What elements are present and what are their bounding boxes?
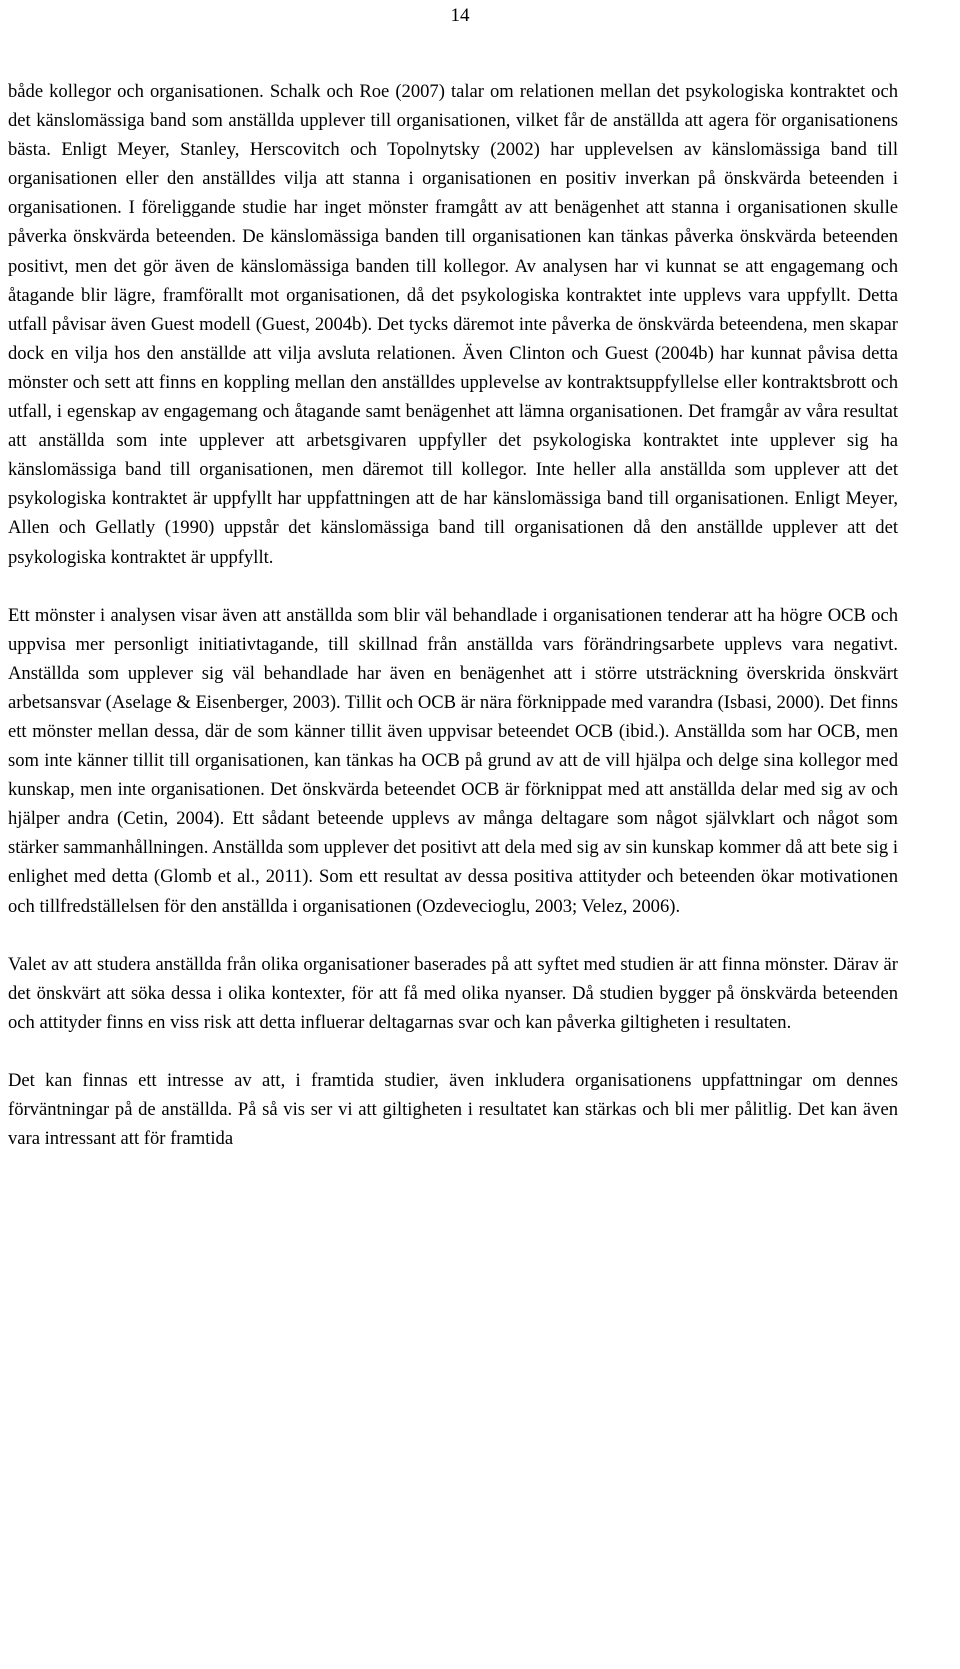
paragraph-4: Det kan finnas ett intresse av att, i framtida studier, även inkludera organisationens uppfattningar om dennes förväntningar på de anställda. På så vis ser vi att giltigheten i resultatet kan stärkas och bli mer pålitlig. Det kan även vara intressant att för framtida <box>8 1069 898 1150</box>
body-text <box>8 77 898 1153</box>
paragraph-3: Valet av att studera anställda från olika organisationer baserades på att syftet med studien är att finna mönster. Därav är det önskvärt att söka dessa i olika kontexter, för att få med olika nyanser. Då studien bygger på önskvärda beteenden och attityder finns en viss risk att detta influerar deltagarnas svar och kan påverka giltigheten i resultaten. <box>8 953 898 1033</box>
paragraph-2: Ett mönster i analysen visar även att anställda som blir väl behandlade i organisationen tenderar att ha högre OCB och uppvisa mer personligt initiativtagande, till skillnad från anställda vars förändringsarbete upplevs vara negativt. Anställda som upplever sig väl behandlade har även en benägenhet att i större utsträckning överskrida önskvärt arbetsansvar (Aselage & Eisenberger, 2003). Tillit och OCB är nära förknippade med varandra (Isbasi, 2000). Det finns ett mönster mellan dessa, där de som känner tillit även uppvisar beteendet OCB (ibid.). Anställda som har OCB, men som inte känner tillit till organisationen, kan tänkas ha OCB på grund av att de vill hjälpa och delge sina kollegor med kunskap, men inte organisationen. Det önskvärda beteendet OCB är förknippat med att anställda delar med sig av och hjälper andra (Cetin, 2004). Ett sådant beteende upplevs av många deltagare som något självklart och något som stärker sammanhållningen. Anställda som upplever det positivt att dela med sig av sin kunskap kommer då att bete sig i enlighet med detta (Glomb et al., 2011). Som ett resultat av dessa positiva attityder och beteenden ökar motivationen och tillfredställelsen för den anställda i organisationen (Ozdevecioglu, 2003; Velez, 2006). <box>8 604 898 917</box>
paragraph-1: både kollegor och organisationen. Schalk och Roe (2007) talar om relationen mellan det psykologiska kontraktet och det känslomässiga band som anställda upplever till organisationen, vilket får de anställda att agera för organisationens bästa. Enligt Meyer, Stanley, Herscovitch och Topolnytsky (2002) har upplevelsen av känslomässiga band till organisationen eller den anställdes vilja att stanna i organisationen en positiv inverkan på önskvärda beteenden i organisationen. I föreliggande studie har inget mönster framgått av att benägenhet att stanna i organisationen skulle påverka önskvärda beteenden. De känslomässiga banden till organisationen kan tänkas påverka önskvärda beteenden positivt, men det gör även de känslomässiga banden till kollegor. Av analysen har vi kunnat se att engagemang och åtagande blir lägre, framförallt mot organisationen, då det psykologiska kontraktet inte upplevs vara uppfyllt. Detta utfall påvisar även Guest modell (Guest, 2004b). Det tycks däremot inte påverka de önskvärda beteendena, men skapar dock en vilja hos den anställde att vilja avsluta relationen. Även Clinton och Guest (2004b) har kunnat påvisa detta mönster och sett att finns en koppling mellan den anställdes upplevelse av kontraktsuppfyllelse eller kontraktsbrott och utfall, i egenskap av engagemang och åtagande samt benägenhet att lämna organisationen. Det framgår av våra resultat att anställda som inte upplever att arbetsgivaren uppfyller det psykologiska kontraktet inte upplever sig ha känslomässiga band till organisationen, men däremot till kollegor. Inte heller alla anställda som upplever att det psykologiska kontraktet är uppfyllt har uppfattningen att de har känslomässiga band till organisationen. Enligt Meyer, Allen och Gellatly (1990) uppstår det känslomässiga band till organisationen då den anställde upplever att det psykologiska kontraktet är uppfyllt. <box>8 81 898 568</box>
page-number: 14 <box>450 5 470 26</box>
